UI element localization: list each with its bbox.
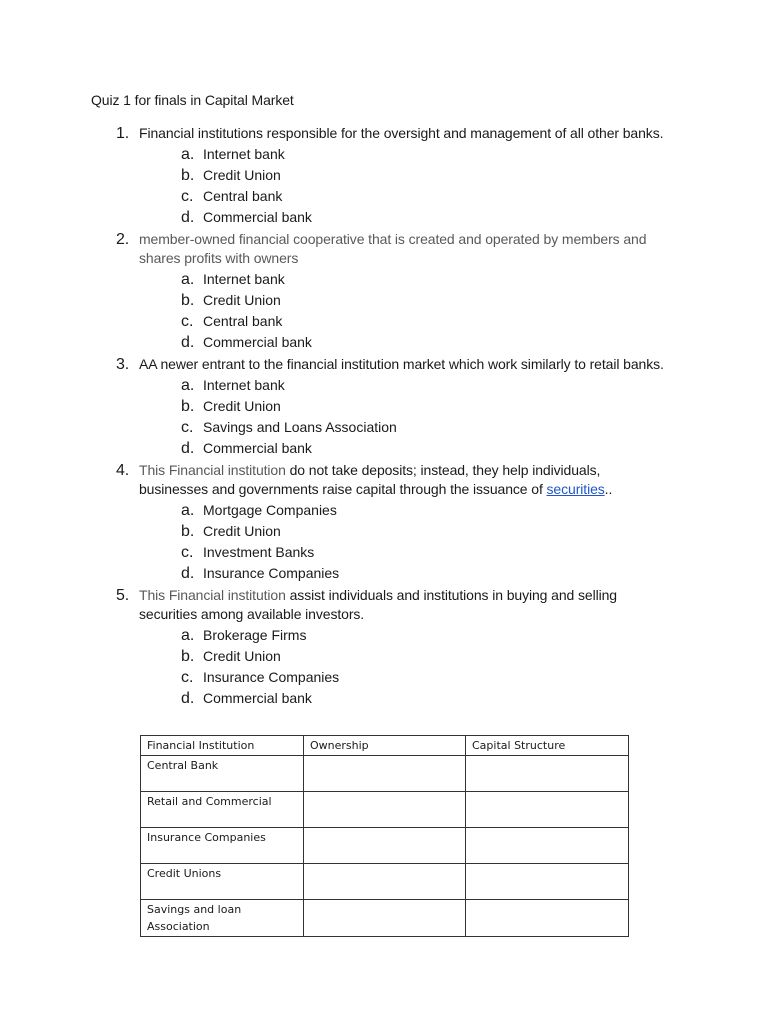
- option-d: [0, 332, 768, 353]
- option-text: Credit Union: [203, 292, 281, 308]
- option-a: [0, 500, 768, 521]
- question-number: 4.: [116, 462, 130, 479]
- option-text: Mortgage Companies: [203, 502, 337, 518]
- question-stem: [0, 355, 768, 374]
- option-text: Internet bank: [203, 146, 285, 162]
- option-a: [0, 625, 768, 646]
- option-letter: c.: [181, 419, 194, 436]
- question-number: 1.: [116, 125, 130, 142]
- option-list: [0, 269, 768, 353]
- question-text-suffix: ..: [604, 481, 613, 497]
- question-2: [0, 230, 768, 353]
- option-list: [0, 375, 768, 459]
- option-letter: c.: [181, 313, 194, 330]
- option-b: [0, 521, 768, 542]
- option-text: Credit Union: [203, 648, 281, 664]
- question-4: [0, 461, 768, 584]
- table-cell-capital-structure: [466, 792, 629, 828]
- option-b: [0, 646, 768, 667]
- table-row: [141, 900, 629, 937]
- table-cell-institution: Savings and loan Association: [141, 900, 304, 937]
- question-text-prefix: This Financial institution: [139, 462, 286, 478]
- table-cell-capital-structure: [466, 864, 629, 900]
- table-cell-ownership: [304, 756, 466, 792]
- option-letter: d.: [181, 565, 195, 582]
- option-text: Central bank: [203, 188, 283, 204]
- table-cell-capital-structure: [466, 900, 629, 937]
- institution-table-wrapper: [140, 735, 629, 937]
- table-row: [141, 828, 629, 864]
- option-letter: b.: [181, 167, 195, 184]
- option-letter: d.: [181, 690, 195, 707]
- option-text: Commercial bank: [203, 334, 312, 350]
- option-c: [0, 311, 768, 332]
- table-cell-ownership: [304, 864, 466, 900]
- option-list: [0, 625, 768, 709]
- option-letter: b.: [181, 523, 195, 540]
- option-d: [0, 207, 768, 228]
- question-text: member-owned financial cooperative that is created and operated by members and shares profits with owners: [139, 231, 647, 266]
- option-a: [0, 144, 768, 165]
- question-3: [0, 355, 768, 459]
- institution-table: [140, 735, 629, 937]
- question-1: [0, 124, 768, 228]
- option-letter: c.: [181, 188, 194, 205]
- option-text: Credit Union: [203, 167, 281, 183]
- page-title: Quiz 1 for finals in Capital Market: [91, 92, 294, 108]
- option-text: Brokerage Firms: [203, 627, 307, 643]
- option-text: Internet bank: [203, 271, 285, 287]
- question-text-prefix: This Financial institution: [139, 587, 286, 603]
- option-text: Central bank: [203, 313, 283, 329]
- question-stem: [0, 230, 768, 268]
- option-d: [0, 438, 768, 459]
- option-letter: b.: [181, 292, 195, 309]
- option-letter: a.: [181, 627, 195, 644]
- question-number: 3.: [116, 356, 130, 373]
- option-text: Insurance Companies: [203, 565, 340, 581]
- option-text: Credit Union: [203, 523, 281, 539]
- table-cell-capital-structure: [466, 756, 629, 792]
- question-5: [0, 586, 768, 709]
- table-cell-institution: Credit Unions: [141, 864, 304, 900]
- table-cell-ownership: [304, 900, 466, 937]
- option-list: [0, 500, 768, 584]
- table-row: [141, 756, 629, 792]
- table-row: [141, 864, 629, 900]
- option-text: Commercial bank: [203, 440, 312, 456]
- option-letter: c.: [181, 669, 194, 686]
- option-letter: b.: [181, 398, 195, 415]
- question-number: 2.: [116, 231, 130, 248]
- option-a: [0, 269, 768, 290]
- table-cell-institution: Insurance Companies: [141, 828, 304, 864]
- question-stem: [0, 461, 768, 499]
- question-list: [0, 124, 768, 711]
- question-text: assist individuals and institutions in buying and selling securities among available investors.: [139, 587, 617, 622]
- table-header-cell: Financial Institution: [141, 736, 304, 756]
- table-row: [141, 792, 629, 828]
- option-text: Insurance Companies: [203, 669, 340, 685]
- table-cell-ownership: [304, 792, 466, 828]
- question-stem: [0, 586, 768, 624]
- option-d: [0, 688, 768, 709]
- table-cell-institution: Central Bank: [141, 756, 304, 792]
- option-letter: d.: [181, 334, 195, 351]
- option-c: [0, 542, 768, 563]
- option-letter: a.: [181, 377, 195, 394]
- question-text: AA newer entrant to the financial institution market which work similarly to retail banks.: [139, 356, 664, 372]
- option-text: Credit Union: [203, 398, 281, 414]
- option-letter: d.: [181, 209, 195, 226]
- table-header-cell: Ownership: [304, 736, 466, 756]
- option-d: [0, 563, 768, 584]
- option-letter: d.: [181, 440, 195, 457]
- question-number: 5.: [116, 587, 130, 604]
- option-c: [0, 667, 768, 688]
- table-cell-institution: Retail and Commercial: [141, 792, 304, 828]
- option-text: Investment Banks: [203, 544, 315, 560]
- option-b: [0, 165, 768, 186]
- option-letter: c.: [181, 544, 194, 561]
- table-header-row: [141, 736, 629, 756]
- table-cell-capital-structure: [466, 828, 629, 864]
- option-text: Savings and Loans Association: [203, 419, 397, 435]
- option-text: Internet bank: [203, 377, 285, 393]
- option-letter: a.: [181, 502, 195, 519]
- option-c: [0, 186, 768, 207]
- option-text: Commercial bank: [203, 209, 312, 225]
- securities-link[interactable]: securities: [546, 481, 605, 497]
- option-c: [0, 417, 768, 438]
- table-header-cell: Capital Structure: [466, 736, 629, 756]
- table-cell-ownership: [304, 828, 466, 864]
- question-stem: [0, 124, 768, 143]
- option-letter: a.: [181, 271, 195, 288]
- option-list: [0, 144, 768, 228]
- option-b: [0, 396, 768, 417]
- option-text: Commercial bank: [203, 690, 312, 706]
- option-letter: b.: [181, 648, 195, 665]
- option-b: [0, 290, 768, 311]
- option-letter: a.: [181, 146, 195, 163]
- question-text: Financial institutions responsible for the oversight and management of all other banks.: [139, 125, 664, 141]
- question-text: do not take deposits; instead, they help individuals, businesses and governments raise capital through the issuance of: [139, 462, 601, 497]
- option-a: [0, 375, 768, 396]
